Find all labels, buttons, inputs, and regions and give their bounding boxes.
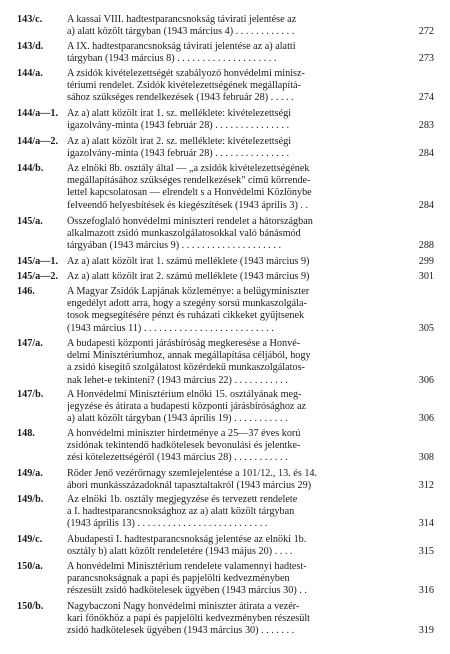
entry-number: 150/a. bbox=[17, 561, 43, 572]
page-number: 308 bbox=[418, 452, 434, 464]
page-number: 305 bbox=[418, 322, 434, 334]
entry-number: 143/d. bbox=[17, 41, 44, 52]
entry-number: 144/a—1. bbox=[17, 108, 59, 119]
entry-text bbox=[67, 216, 387, 253]
entry-text bbox=[67, 494, 387, 531]
entry-text bbox=[67, 601, 387, 638]
entry-line: A kassai VIII. hadtestparancsnokság távirati jelentése az bbox=[67, 14, 297, 25]
entry-text bbox=[67, 256, 387, 268]
entry-line: kari főnökhöz a papi és papjelölti kedvezményben részesült bbox=[67, 613, 310, 625]
entry-text bbox=[67, 163, 387, 212]
page-number: 319 bbox=[418, 625, 434, 637]
entry-line: A IX. hadtestparancsnokság távirati jelentése az a) alatti bbox=[67, 41, 296, 52]
page-number: 314 bbox=[418, 518, 434, 530]
page-number: 301 bbox=[418, 271, 434, 282]
entry-line: A Honvédelmi Minisztérium elnöki 15. osztályának meg- bbox=[67, 389, 302, 400]
entry-line: alkalmazott zsidó munkaszolgálatosokkal való bánásmód bbox=[67, 228, 301, 240]
entry-line: Az elnöki 1b. osztály megjegyzése és tervezett rendelete bbox=[67, 494, 298, 505]
entry-line: osztály b) alatt közölt rendeletére (1943 május 20) . . . . bbox=[67, 546, 293, 558]
entry-line: Nagybaczoni Nagy honvédelmi miniszter átirata a vezér- bbox=[67, 601, 300, 612]
entry-line: Az a) alatt közölt irat 1. számú melléklete (1943 március 9) bbox=[67, 256, 310, 267]
entry-line: lettel kapcsolatosan — elrendelt s a Honvédelmi Közlönybe bbox=[67, 187, 312, 199]
entry-text bbox=[67, 14, 387, 38]
entry-line: jegyzése és átirata a budapesti központi járásbírósághoz az bbox=[67, 401, 307, 413]
entry-line: A honvédelmi Minisztérium rendelete valamennyi hadtest- bbox=[67, 561, 307, 572]
entry-line: A zsidók kivételezettségét szabályozó honvédelmi minisz- bbox=[67, 68, 305, 79]
entry-number: 149/a. bbox=[17, 468, 43, 479]
page-number: 312 bbox=[418, 480, 434, 492]
entry-number: 145/a—1. bbox=[17, 256, 59, 267]
page-number: 299 bbox=[418, 256, 434, 267]
entry-number: 146. bbox=[17, 286, 35, 297]
entry-line: tériumi rendelet. Zsidók kivételezettségének megállapítá- bbox=[67, 80, 301, 92]
entry-text bbox=[67, 389, 387, 426]
entry-number: 147/a. bbox=[17, 338, 43, 349]
entry-line: Abudapesti I. hadtestparancsnokság jelentése az elnöki 1b. bbox=[67, 534, 307, 545]
entry-number: 148. bbox=[17, 428, 35, 439]
entry-text bbox=[67, 534, 387, 558]
page-number: 288 bbox=[418, 240, 434, 252]
entry-number: 145/a. bbox=[17, 216, 43, 227]
entry-line: Röder Jenő vezérőrnagy szemlejelentése a 101/12., 13. és 14. bbox=[67, 468, 318, 479]
page-number: 272 bbox=[418, 26, 434, 38]
entry-text bbox=[67, 41, 387, 65]
entry-line: a I. hadtestparancsnoksághoz az a) alatt közölt tárgyban bbox=[67, 506, 295, 518]
page-number: 306 bbox=[418, 413, 434, 425]
entry-line: zési kötelezettségéről (1943 március 28) . . . . . . . . . . . bbox=[67, 452, 288, 464]
page-number: 284 bbox=[418, 148, 434, 160]
entry-line: engedélyt adott arra, hogy a szegény sorsú munkaszolgála- bbox=[67, 298, 307, 310]
page-number: 274 bbox=[418, 92, 434, 104]
entry-line: Az a) alatt közölt irat 2. sz. melléklete: kivételezettségi bbox=[67, 136, 292, 147]
entry-text bbox=[67, 286, 387, 335]
entry-line: delmi Minisztériumhoz, annak megállapítása céljából, hogy bbox=[67, 350, 311, 362]
entry-text bbox=[67, 108, 387, 132]
entry-line: a) alatt közölt tárgyban (1943 április 19) . . . . . . . . . . . bbox=[67, 413, 288, 425]
entry-line: nak lehet-e tekinteni? (1943 március 22) . . . . . . . . . . . bbox=[67, 374, 288, 386]
entry-line: (1943 április 13) . . . . . . . . . . . . . . . . . . . . . . . . . . bbox=[67, 518, 268, 530]
page-number: 284 bbox=[418, 199, 434, 211]
entry-number: 150/b. bbox=[17, 601, 44, 612]
entry-line: (1943 március 11) . . . . . . . . . . . . . . . . . . . . . . . . . . bbox=[67, 322, 274, 334]
entry-line: a) alatt közölt tárgyban (1943 március 4) . . . . . . . . . . . . bbox=[67, 26, 295, 38]
entry-line: megállapításához szükséges rendelkezések" című körrende- bbox=[67, 175, 311, 187]
entry-number: 149/b. bbox=[17, 494, 44, 505]
entry-line: zsidónak tekintendő hadkötelesek bevonulási és jelentke- bbox=[67, 440, 301, 452]
entry-line: parancsnokságnak a papi és papjelölti kedvezményben bbox=[67, 573, 290, 585]
entry-number: 149/c. bbox=[17, 534, 43, 545]
page-number: 273 bbox=[418, 53, 434, 65]
entry-line: zsidó hadkötelesek ügyében (1943 március 30) . . . . . . . bbox=[67, 625, 295, 637]
entry-text bbox=[67, 136, 387, 160]
entry-line: felveendő helyesbítések és kiegészítések (1943 április 3) . . bbox=[67, 199, 309, 211]
entry-line: a zsidó kisegítő szolgálatost közérdekű munkaszolgálatos- bbox=[67, 362, 305, 374]
page-number: 306 bbox=[418, 374, 434, 386]
entry-text bbox=[67, 428, 387, 465]
entry-text bbox=[67, 338, 387, 387]
entry-line: Összefoglaló honvédelmi miniszteri rendelet a hátországban bbox=[67, 216, 313, 227]
entry-line: Az a) alatt közölt irat 2. számú melléklete (1943 március 9) bbox=[67, 271, 310, 282]
entry-line: A Magyar Zsidók Lapjának közleménye: a belügyminiszter bbox=[67, 286, 310, 297]
entry-number: 144/a. bbox=[17, 68, 43, 79]
entry-number: 143/c. bbox=[17, 14, 43, 25]
entry-text bbox=[67, 561, 387, 598]
entry-line: részesült zsidó hadkötelesek ügyében (1943 március 30) . . bbox=[67, 585, 307, 597]
entry-line: tárgyában (1943 március 9) . . . . . . . . . . . . . . . . . . . . bbox=[67, 240, 281, 252]
page-number: 283 bbox=[418, 120, 434, 132]
entry-number: 144/b. bbox=[17, 163, 44, 174]
entry-number: 144/a—2. bbox=[17, 136, 59, 147]
entry-number: 145/a—2. bbox=[17, 271, 59, 282]
entry-text bbox=[67, 468, 387, 492]
entry-line: tosok megsegítésére pénzt és ruházati cikkeket gyűjtsenek bbox=[67, 310, 305, 322]
page-number: 316 bbox=[418, 585, 434, 597]
entry-number: 147/b. bbox=[17, 389, 44, 400]
entry-line: igazolvány-minta (1943 február 28) . . . . . . . . . . . . . . . bbox=[67, 148, 290, 160]
entry-text bbox=[67, 271, 387, 283]
entry-line: A honvédelmi miniszter hirdetménye a 25—37 éves korú bbox=[67, 428, 301, 439]
entry-line: A budapesti központi járásbíróság megkeresése a Honvé- bbox=[67, 338, 301, 349]
entry-line: Az a) alatt közölt irat 1. sz. melléklete: kivételezettségi bbox=[67, 108, 292, 119]
entry-line: Az elnöki 8b. osztály által — „a zsidók kivételezettségének bbox=[67, 163, 310, 174]
entry-line: igazolvány-minta (1943 február 28) . . . . . . . . . . . . . . . bbox=[67, 120, 290, 132]
entry-line: sához szükséges rendelkezések (1943 február 28) . . . . . bbox=[67, 92, 294, 104]
entry-line: ábori munkásszázadoknál tapasztaltakról (1943 március 29) bbox=[67, 480, 312, 492]
page-number: 315 bbox=[418, 546, 434, 558]
entry-text bbox=[67, 68, 387, 105]
entry-line: tárgyban (1943 március 8) . . . . . . . . . . . . . . . . . . . . bbox=[67, 53, 277, 65]
